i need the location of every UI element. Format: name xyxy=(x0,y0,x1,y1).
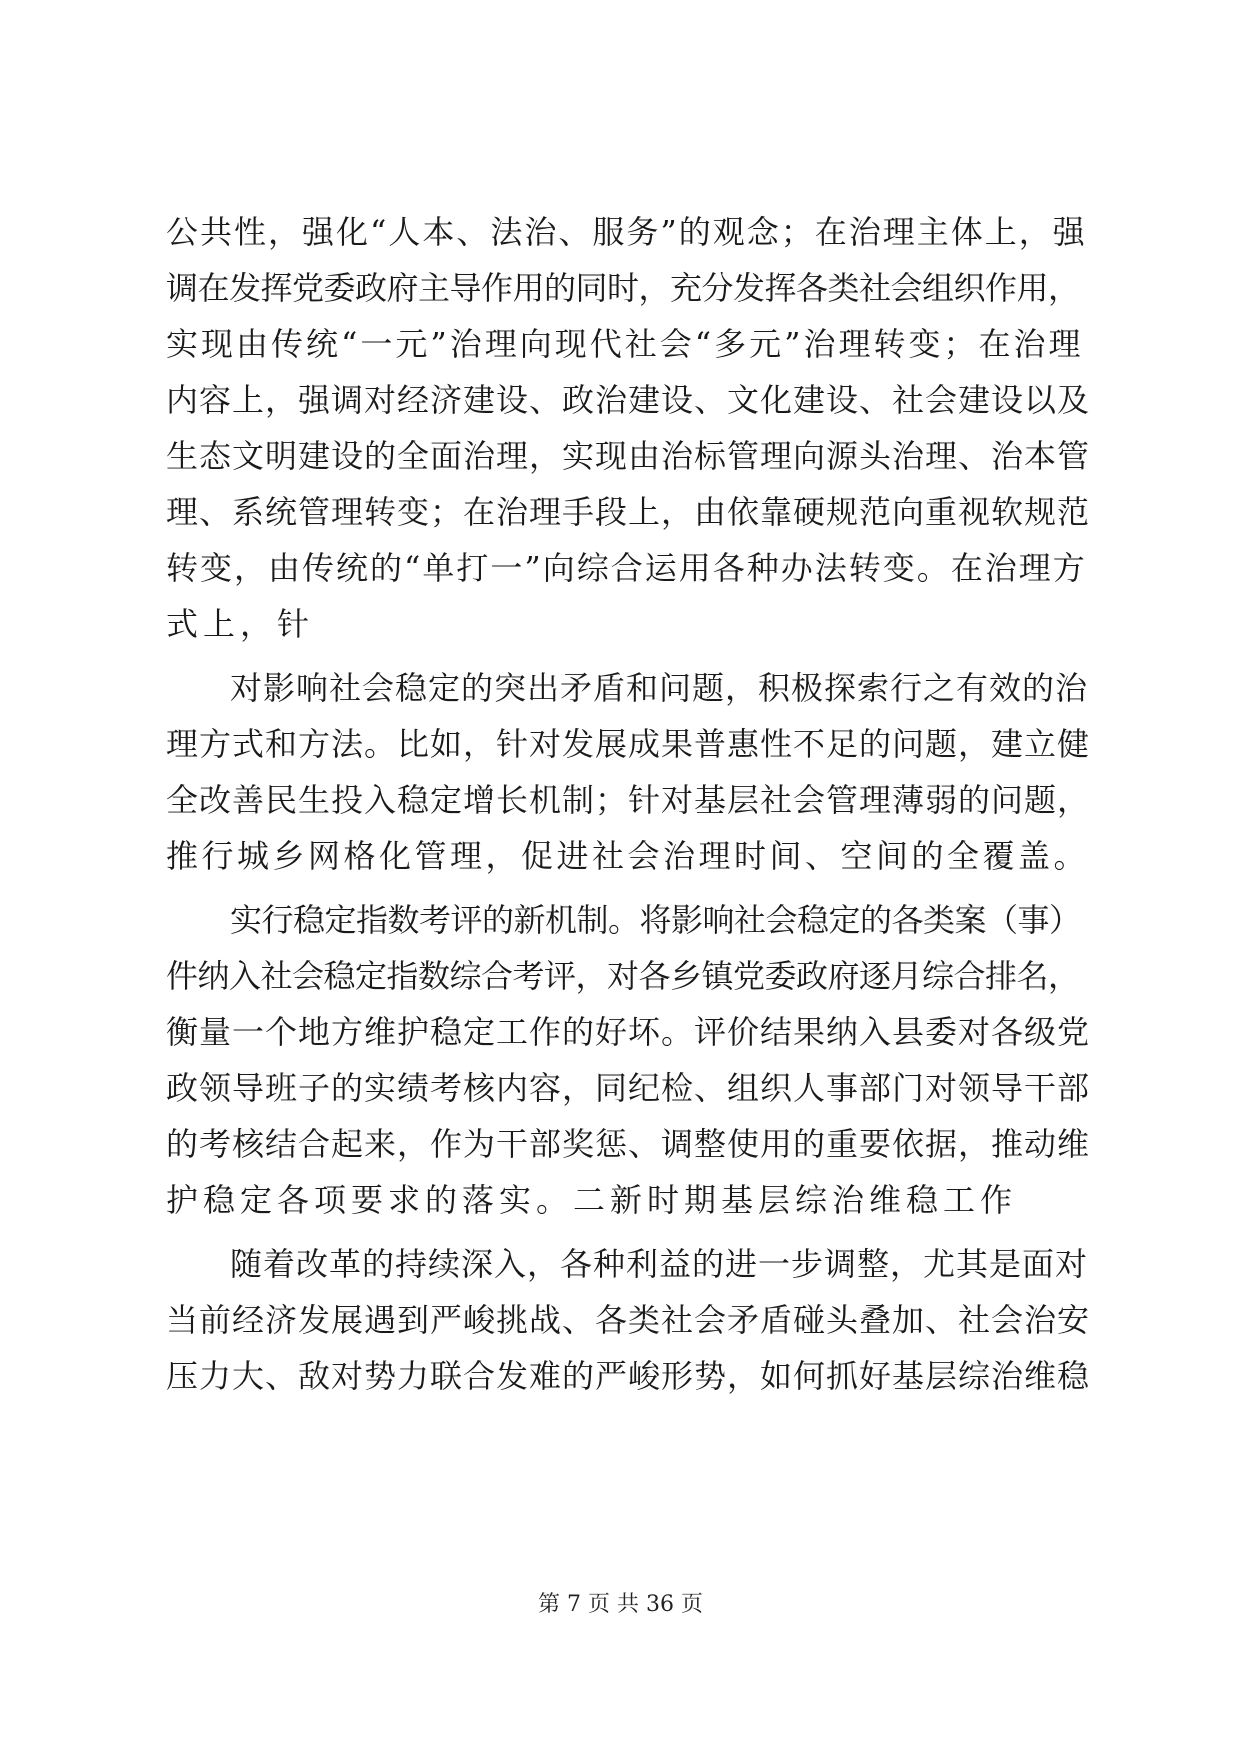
paragraph-line: 实行稳定指数考评的新机制。将影响社会稳定的各类案（事） xyxy=(230,901,1081,939)
paragraph-line: 调在发挥党委政府主导作用的同时，充分发挥各类社会组织作用， xyxy=(166,269,1080,307)
page-number-footer: 第 7 页 共 36 页 xyxy=(538,1592,703,1617)
paragraph-line: 理方式和方法。比如，针对发展成果普惠性不足的问题，建立健 xyxy=(166,725,1091,763)
paragraph-line: 压力大、敌对势力联合发难的严峻形势，如何抓好基层综治维稳 xyxy=(166,1357,1091,1395)
paragraph-line: 护稳定各项要求的落实。二新时期基层综治维稳工作 xyxy=(166,1181,1018,1219)
paragraph-line: 生态文明建设的全面治理，实现由治标管理向源头治理、治本管 xyxy=(166,437,1091,475)
paragraph-line: 全改善民生投入稳定增长机制；针对基层社会管理薄弱的问题， xyxy=(166,781,1091,819)
paragraph-line: 政领导班子的实绩考核内容，同纪检、组织人事部门对领导干部 xyxy=(166,1069,1091,1107)
paragraph-line: 的考核结合起来，作为干部奖惩、调整使用的重要依据，推动维 xyxy=(166,1125,1091,1163)
paragraph-line: 当前经济发展遇到严峻挑战、各类社会矛盾碰头叠加、社会治安 xyxy=(166,1301,1091,1339)
paragraph-line: 件纳入社会稳定指数综合考评，对各乡镇党委政府逐月综合排名， xyxy=(166,957,1080,995)
paragraph-line: 式上，针 xyxy=(166,605,315,643)
paragraph-line: 推行城乡网格化管理，促进社会治理时间、空间的全覆盖。 xyxy=(166,837,1090,875)
paragraph-line: 理、系统管理转变；在治理手段上，由依靠硬规范向重视软规范 xyxy=(166,493,1091,531)
paragraph-line: 公共性，强化“人本、法治、服务”的观念；在治理主体上，强 xyxy=(166,213,1087,251)
paragraph-line: 实现由传统“一元”治理向现代社会“多元”治理转变；在治理 xyxy=(166,325,1084,363)
paragraph-line: 随着改革的持续深入，各种利益的进一步调整，尤其是面对 xyxy=(230,1245,1089,1283)
paragraph-line: 转变，由传统的“单打一”向综合运用各种办法转变。在治理方 xyxy=(166,549,1087,587)
paragraph-line: 内容上，强调对经济建设、政治建设、文化建设、社会建设以及 xyxy=(166,381,1091,419)
paragraph-line: 衡量一个地方维护稳定工作的好坏。评价结果纳入县委对各级党 xyxy=(166,1013,1091,1051)
paragraph-line: 对影响社会稳定的突出矛盾和问题，积极探索行之有效的治 xyxy=(230,669,1089,707)
